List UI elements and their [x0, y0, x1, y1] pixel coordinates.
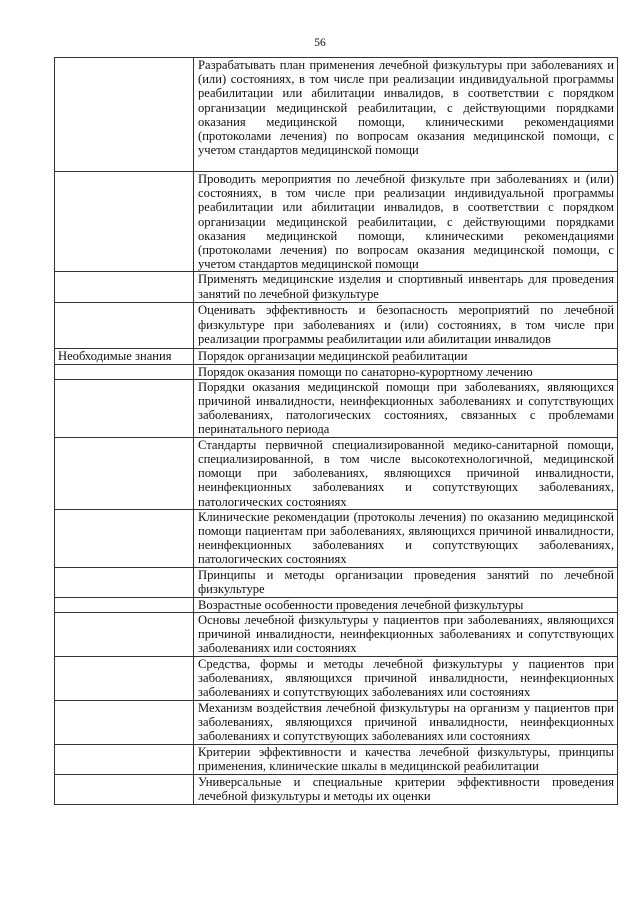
row-label [55, 597, 194, 612]
row-text: Возрастные особенности проведения лечебной физкультуры [194, 597, 618, 612]
table-row [55, 775, 618, 805]
table-row [55, 613, 618, 657]
row-label [55, 613, 194, 657]
row-text: Порядок оказания помощи по санаторно-курортному лечению [194, 364, 618, 379]
table-row [55, 745, 618, 775]
table-row [55, 349, 618, 364]
row-text: Порядки оказания медицинской помощи при заболеваниях, являющихся причиной инвалидности, неинфекционных заболеваниях и сопутствующих заболеваниях, патологических состояниях, связанных с проблемами перинатального периода [194, 379, 618, 437]
row-text: Средства, формы и методы лечебной физкультуры у пациентов при заболеваниях, являющихся причиной инвалидности, неинфекционных заболеваниях и сопутствующих заболеваниях или состояниях [194, 657, 618, 701]
row-label [55, 437, 194, 509]
row-text: Оценивать эффективность и безопасность мероприятий по лечебной физкультуре при заболеваниях и (или) состояниях, в том числе при реализации программы реабилитации или абилитации инвалидов [194, 303, 618, 349]
table-row [55, 567, 618, 597]
row-text: Основы лечебной физкультуры у пациентов при заболеваниях, являющихся причиной инвалидности, неинфекционных заболеваниях и сопутствующих заболеваниях или состояниях [194, 613, 618, 657]
row-label [55, 775, 194, 805]
row-text: Принципы и методы организации проведения занятий по лечебной физкультуре [194, 567, 618, 597]
table-row [55, 379, 618, 437]
table-row [55, 58, 618, 172]
row-label [55, 58, 194, 172]
row-label [55, 509, 194, 567]
row-label [55, 379, 194, 437]
row-label [55, 172, 194, 272]
row-label [55, 567, 194, 597]
table-row [55, 509, 618, 567]
row-label-required-knowledge: Необходимые знания [55, 349, 194, 364]
row-text: Применять медицинские изделия и спортивный инвентарь для проведения занятий по лечебной физкультуре [194, 272, 618, 303]
competency-table [54, 57, 618, 805]
row-text: Критерии эффективности и качества лечебной физкультуры, принципы применения, клинические шкалы в медицинской реабилитации [194, 745, 618, 775]
table-row [55, 272, 618, 303]
row-label [55, 657, 194, 701]
table-row [55, 701, 618, 745]
row-text: Разрабатывать план применения лечебной физкультуры при заболеваниях и (или) состояниях, в том числе при реализации индивидуальной программы реабилитации или абилитации инвалидов, в соответствии с порядком организации медицинской реабилитации, с действующими порядками оказания медицинской помощи, клиническими рекомендациями (протоколами лечения) по вопросам оказания медицинской помощи, с учетом стандартов медицинской помощи [194, 58, 618, 172]
table-row [55, 597, 618, 612]
row-text: Универсальные и специальные критерии эффективности проведения лечебной физкультуры и методы их оценки [194, 775, 618, 805]
table-row [55, 303, 618, 349]
table-row [55, 657, 618, 701]
row-text: Механизм воздействия лечебной физкультуры на организм у пациентов при заболеваниях, являющихся причиной инвалидности, неинфекционных заболеваниях и сопутствующих заболеваниях или состояниях [194, 701, 618, 745]
row-label [55, 303, 194, 349]
row-text: Порядок организации медицинской реабилитации [194, 349, 618, 364]
row-text: Клинические рекомендации (протоколы лечения) по оказанию медицинской помощи пациентам при заболеваниях, являющихся причиной инвалидности, неинфекционных заболеваниях и сопутствующих заболеваниях, патологических состояниях [194, 509, 618, 567]
table-row [55, 437, 618, 509]
row-label [55, 745, 194, 775]
row-label [55, 272, 194, 303]
table-row [55, 364, 618, 379]
row-text: Проводить мероприятия по лечебной физкульте при заболеваниях и (или) состояниях, в том числе при реализации индивидуальной программы реабилитации или абилитации инвалидов, в соответствии с порядком организации медицинской реабилитации, с действующими порядками оказания медицинской помощи, клиническими рекомендациями (протоколами лечения) по вопросам оказания медицинской помощи, с учетом стандартов медицинской помощи [194, 172, 618, 272]
row-label [55, 364, 194, 379]
page-number: 56 [314, 37, 326, 49]
row-label [55, 701, 194, 745]
row-text: Стандарты первичной специализированной медико-санитарной помощи, специализированной, в том числе высокотехнологичной, медицинской помощи при заболеваниях, являющихся причиной инвалидности, неинфекционных заболеваниях и сопутствующих заболеваниях, патологических состояниях [194, 437, 618, 509]
table-row [55, 172, 618, 272]
